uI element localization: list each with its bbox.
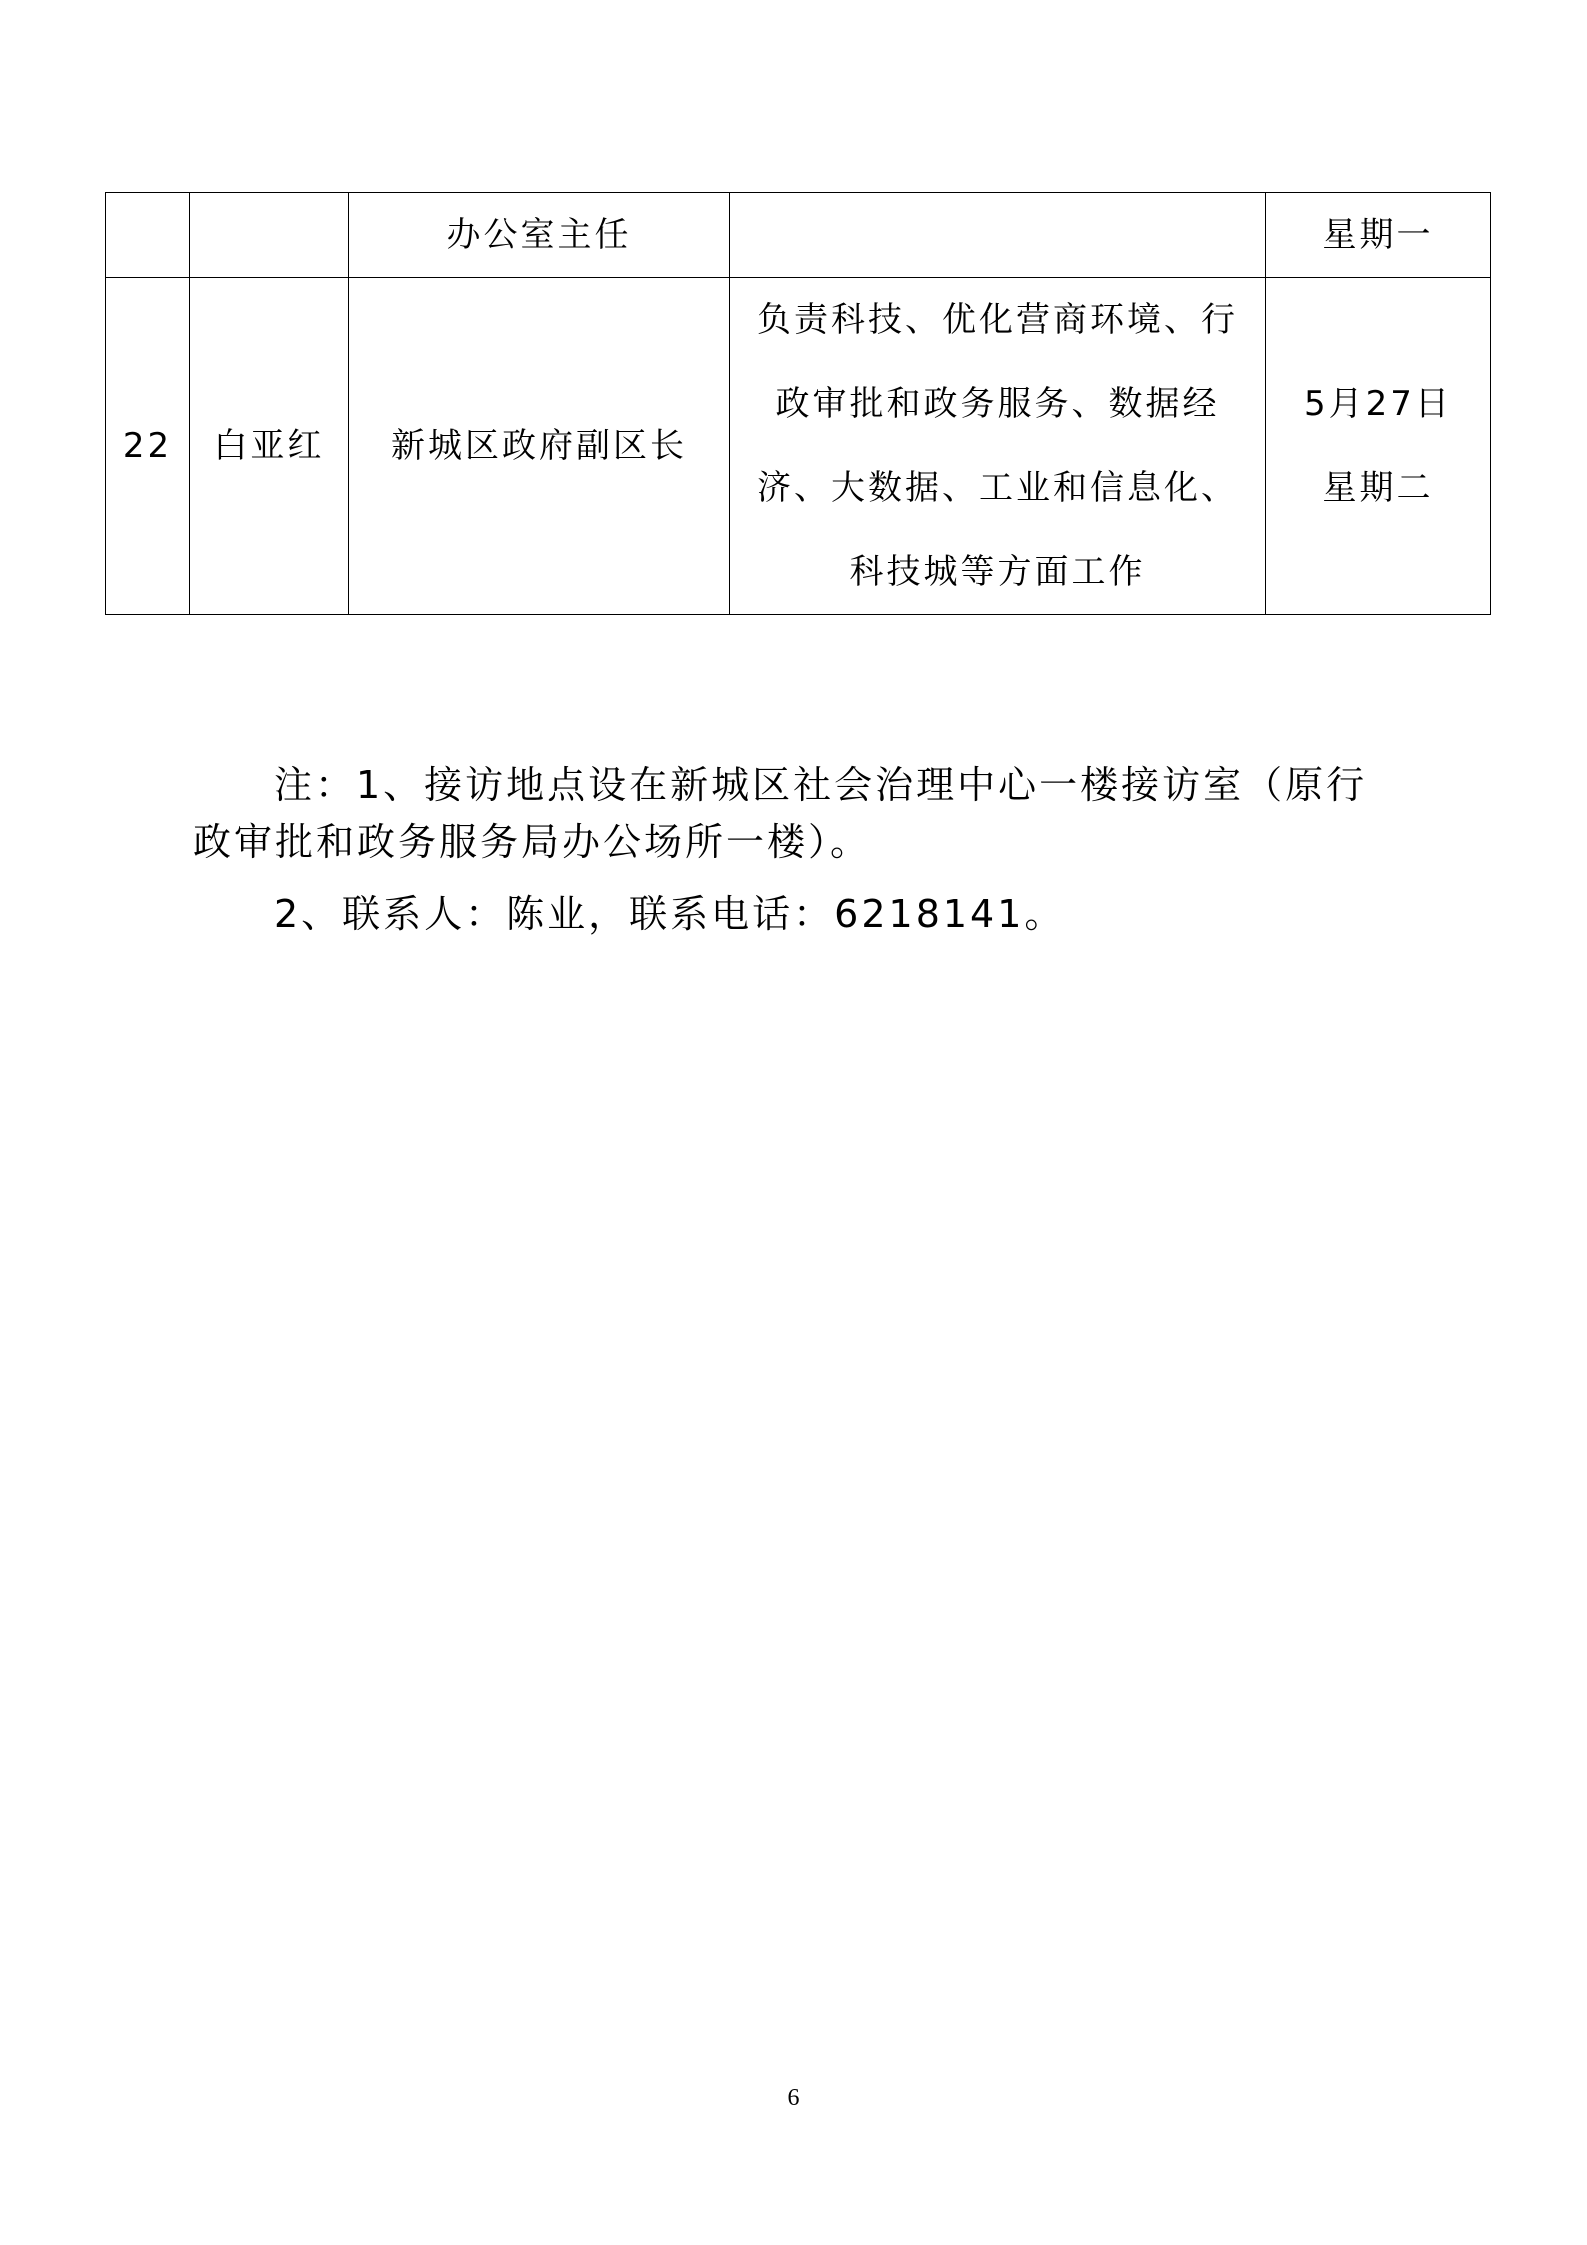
note-line-3: 2、联系人：陈业，联系电话：6218141。 [274, 892, 1066, 936]
cell-position: 新城区政府副区长 [349, 278, 730, 615]
date-line: 5月27日 [1304, 384, 1452, 424]
cell-duties [730, 278, 1266, 615]
cell-number [106, 193, 190, 278]
cell-date [1266, 278, 1491, 615]
note-line-2: 政审批和政务服务局办公场所一楼）。 [193, 820, 872, 864]
table-row [106, 278, 1491, 615]
cell-number: 22 [106, 278, 190, 615]
cell-name [190, 193, 349, 278]
schedule-table [105, 192, 1491, 615]
cell-date [1266, 193, 1491, 278]
duties-line: 负责科技、优化营商环境、行 [757, 300, 1238, 340]
note-text: 注：1、接访地点设在新城区社会治理中心一楼接访室（原行 [274, 763, 1368, 807]
cell-duties [730, 193, 1266, 278]
table-row [106, 193, 1491, 278]
cell-position: 办公室主任 [349, 193, 730, 278]
duties-line: 科技城等方面工作 [849, 552, 1146, 592]
date-line: 星期二 [1322, 468, 1434, 508]
duties-line: 政审批和政务服务、数据经 [775, 384, 1220, 424]
date-line: 星期一 [1322, 215, 1434, 255]
page-number: 6 [787, 2085, 800, 2111]
cell-name: 白亚红 [190, 278, 349, 615]
duties-line: 济、大数据、工业和信息化、 [757, 468, 1238, 508]
note-line-1 [193, 756, 1413, 814]
